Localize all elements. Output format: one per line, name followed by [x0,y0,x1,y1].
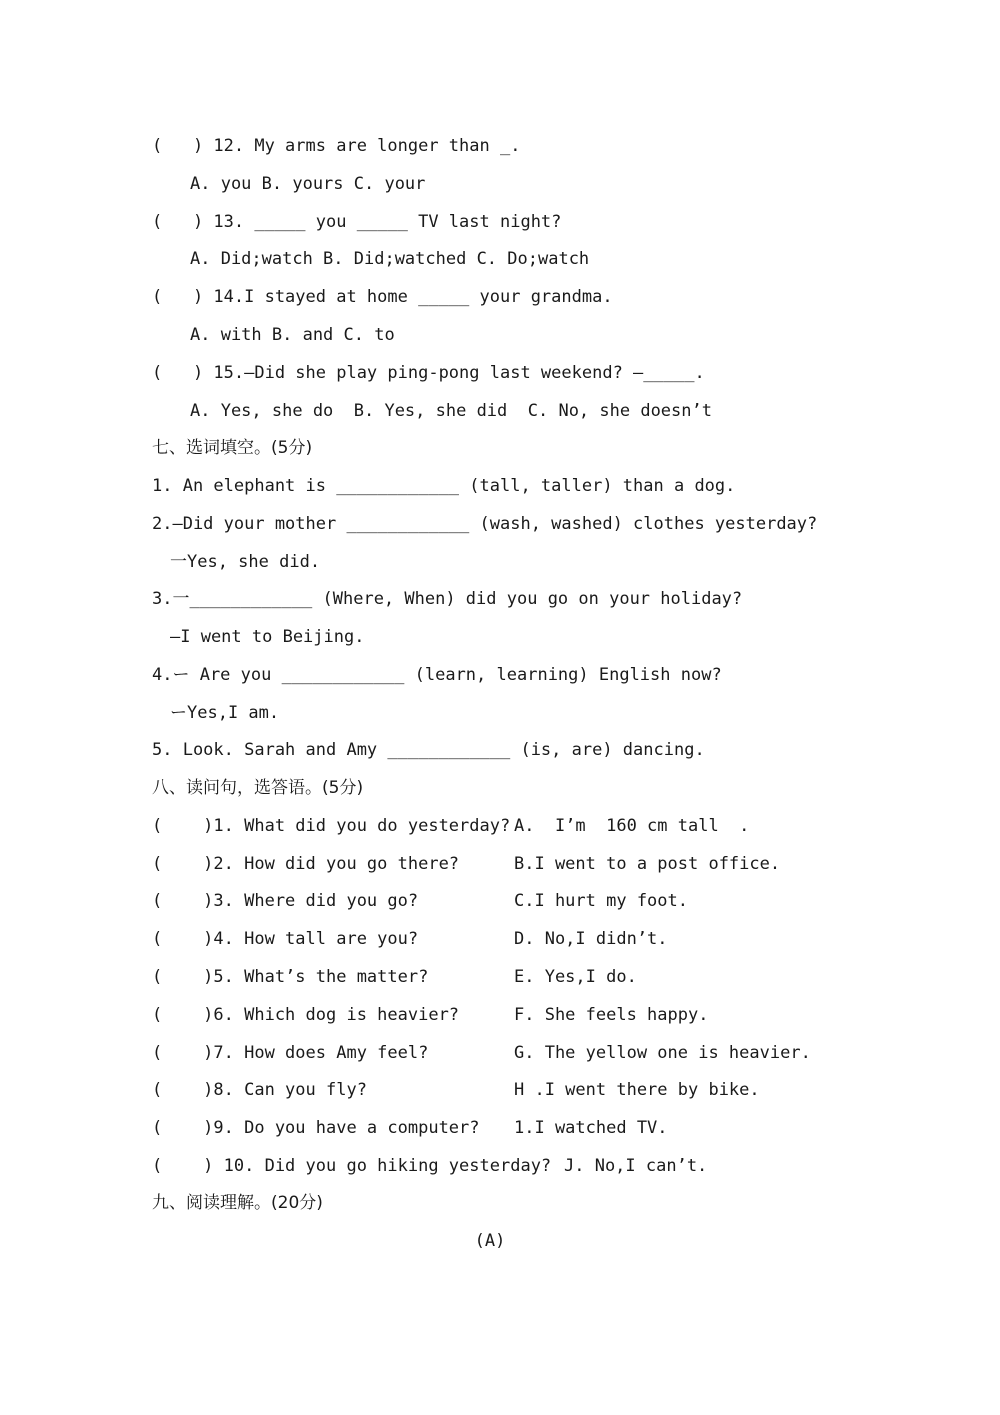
match-answer-d: D. No,I didn’t. [514,929,668,949]
match-answer-j: J. No,I can’t. [564,1156,708,1176]
mcq-13-options: A. Did;watch B. Did;watched C. Do;watch [190,249,590,269]
mcq-13-question: ( ) 13. _____ you _____ TV last night? [152,212,562,232]
match-question-9: ( )9. Do you have a computer? [152,1118,480,1138]
match-question-4: ( )4. How tall are you? [152,929,419,949]
match-answer-e: E. Yes,I do. [514,967,637,987]
mcq-14-question: ( ) 14.I stayed at home _____ your grandma. [152,287,613,307]
match-question-3: ( )3. Where did you go? [152,891,419,911]
section-9-title: 九、阅读理解。(20分) [152,1193,323,1213]
match-answer-b: B.I went to a post office. [514,854,781,874]
fill-blank-2-answer: 一Yes, she did. [170,552,321,572]
match-question-8: ( )8. Can you fly? [152,1080,367,1100]
match-question-1: ( )1. What did you do yesterday? [152,816,511,836]
section-8-title: 八、读问句，选答语。(5分) [152,778,364,798]
match-answer-g: G. The yellow one is heavier. [514,1043,811,1063]
section-7-title: 七、选词填空。(5分) [152,438,313,458]
mcq-15-options: A. Yes, she do B. Yes, she did C. No, she doesn’t [190,401,712,421]
match-question-7: ( )7. How does Amy feel? [152,1043,429,1063]
fill-blank-4-answer: ーYes,I am. [170,703,280,723]
match-question-10: ( ) 10. Did you go hiking yesterday? [152,1156,552,1176]
fill-blank-3-answer: —I went to Beijing. [170,627,365,647]
fill-blank-4: 4.ー Are you ____________ (learn, learning) English now? [152,665,722,685]
mcq-12-question: ( ) 12. My arms are longer than _. [152,136,521,156]
mcq-14-options: A. with B. and C. to [190,325,395,345]
mcq-12-options: A. you B. yours C. your [190,174,426,194]
fill-blank-2: 2.—Did your mother ____________ (wash, washed) clothes yesterday? [152,514,818,534]
match-answer-i: 1.I watched TV. [514,1118,668,1138]
match-question-6: ( )6. Which dog is heavier? [152,1005,460,1025]
fill-blank-5: 5. Look. Sarah and Amy ____________ (is, are) dancing. [152,740,705,760]
match-question-2: ( )2. How did you go there? [152,854,460,874]
match-answer-h: H .I went there by bike. [514,1080,760,1100]
reading-part-a: (A) [474,1231,506,1251]
match-answer-c: C.I hurt my foot. [514,891,688,911]
fill-blank-3: 3.一____________ (Where, When) did you go on your holiday? [152,589,743,609]
match-question-5: ( )5. What’s the matter? [152,967,429,987]
fill-blank-1: 1. An elephant is ____________ (tall, taller) than a dog. [152,476,736,496]
match-answer-a: A. I’m 160 cm tall . [514,816,750,836]
mcq-15-question: ( ) 15.—Did she play ping-pong last weekend? —_____. [152,363,705,383]
match-answer-f: F. She feels happy. [514,1005,709,1025]
